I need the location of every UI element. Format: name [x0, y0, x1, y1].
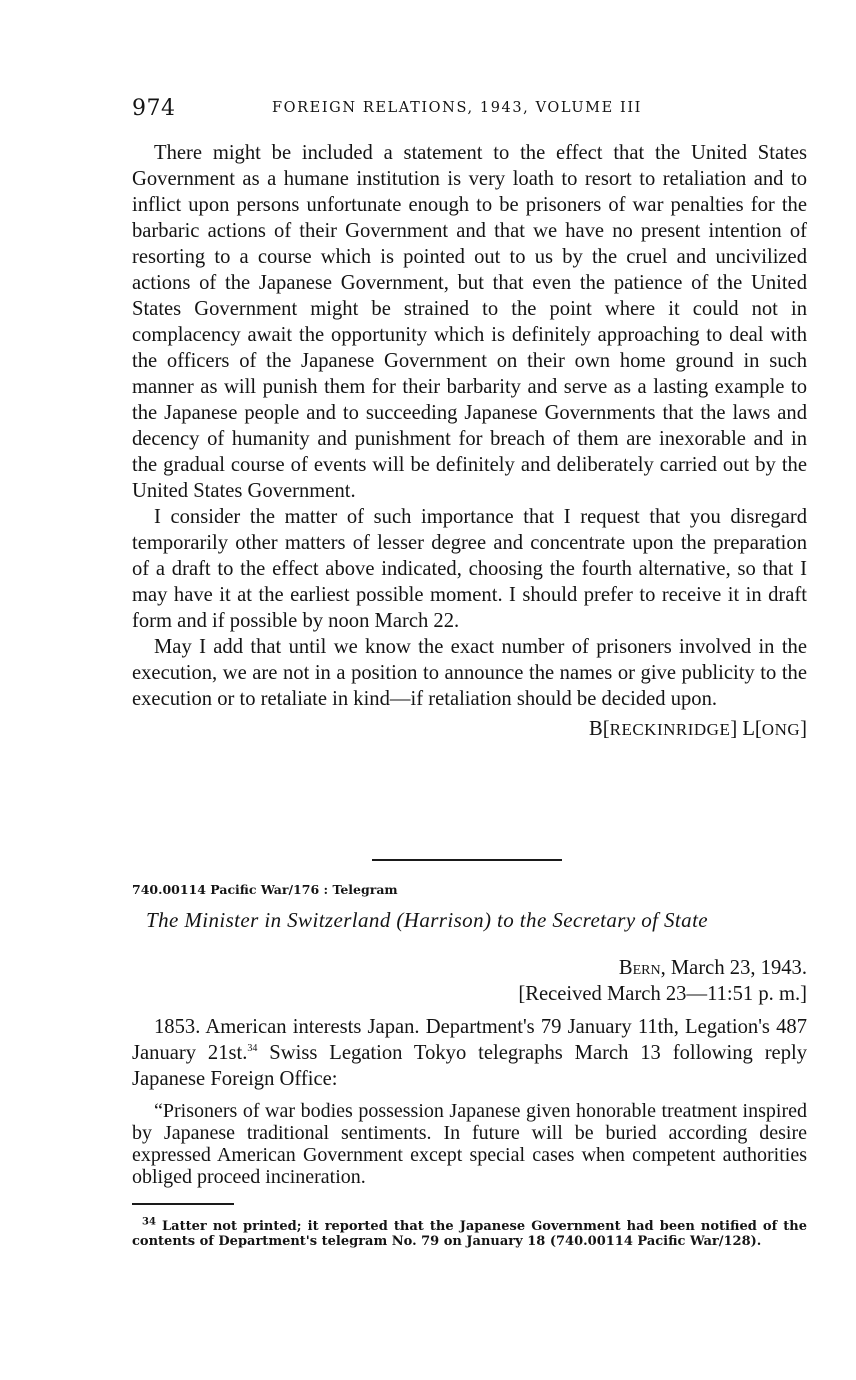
signature-end: ]: [800, 718, 807, 740]
telegram-paragraph-start: 1853. American interests Japan. Department's 79 January 11th, Legation's 487 January 21st.: [132, 1016, 807, 1064]
signature: [132, 716, 807, 743]
quote-paragraph: “Prisoners of war bodies possession Japanese given honorable treatment inspired by Japanese traditional sentiments. In future will be buried according desire expressed American Government except special cases when competent authorities obliged proceed incineration.: [132, 1100, 807, 1188]
file-reference: 740.00114 Pacific War/176 : Telegram: [132, 882, 398, 897]
telegram-body: [132, 1014, 807, 1092]
letter-body: [132, 140, 807, 743]
footnote-rule: [132, 1203, 234, 1205]
section-divider: [372, 859, 562, 861]
footnote-number: 34: [142, 1216, 156, 1228]
received-note: [Received March 23—11:51 p. m.]: [518, 983, 807, 1005]
page-header: [132, 96, 807, 126]
telegram-paragraph-end: Swiss Legation Tokyo telegraphs March 13 following reply Japanese Foreign Office:: [132, 1042, 808, 1090]
place: Bern: [618, 957, 661, 979]
date: , March 23, 1943.: [660, 957, 807, 979]
signature-l-rest: ONG: [761, 720, 801, 739]
signature-b-rest: RECKINRIDGE: [609, 720, 731, 739]
document-title: The Minister in Switzerland (Harrison) to the Secretary of State: [146, 908, 709, 932]
quoted-reply: [132, 1100, 807, 1188]
letter-paragraph: May I add that until we know the exact number of prisoners involved in the execution, we are not in a position to announce the names or give publicity to the execution or to retaliate in kind—if retaliation should be decided upon.: [132, 636, 807, 710]
footnote-marker: 34: [247, 1043, 258, 1055]
footnote: [132, 1216, 807, 1249]
page-number: 974: [132, 96, 176, 121]
running-title: FOREIGN RELATIONS, 1943, VOLUME III: [272, 100, 642, 116]
letter-paragraph: There might be included a statement to the effect that the United States Government as a humane institution is very loath to resort to retaliation and to inflict upon persons unfortunate enough to be prisoners of war penalties for the barbaric actions of their Government and that we have no present intention of resorting to a course which is pointed out to us by the cruel and uncivilized actions of the Japanese Government, but that even the patience of the United States Government might be strained to the point where it could not in complacency await the opportunity which is definitely approaching to deal with the officers of the Japanese Government on their own home ground in such manner as will punish them for their barbarity and serve as a lasting example to the Japanese people and to succeeding Japanese Governments that the laws and decency of humanity and punishment for breach of them are inexorable and in the gradual course of events will be definitely and deliberately carried out by the United States Government.: [132, 142, 807, 502]
dateline: [518, 955, 807, 1007]
letter-paragraph: I consider the matter of such importance that I request that you disregard temporarily other matters of lesser degree and concentrate upon the preparation of a draft to the effect above indicated, choosing the fourth alternative, so that I may have it at the earliest possible moment. I should prefer to receive it in draft form and if possible by noon March 22.: [132, 506, 807, 632]
signature-b: B[: [589, 718, 610, 740]
footnote-text: Latter not printed; it reported that the Japanese Government had been notified of the contents of Department's telegram No. 79 on January 18 (740.00114 Pacific War/128).: [132, 1219, 807, 1249]
signature-mid: ] L[: [730, 718, 762, 740]
